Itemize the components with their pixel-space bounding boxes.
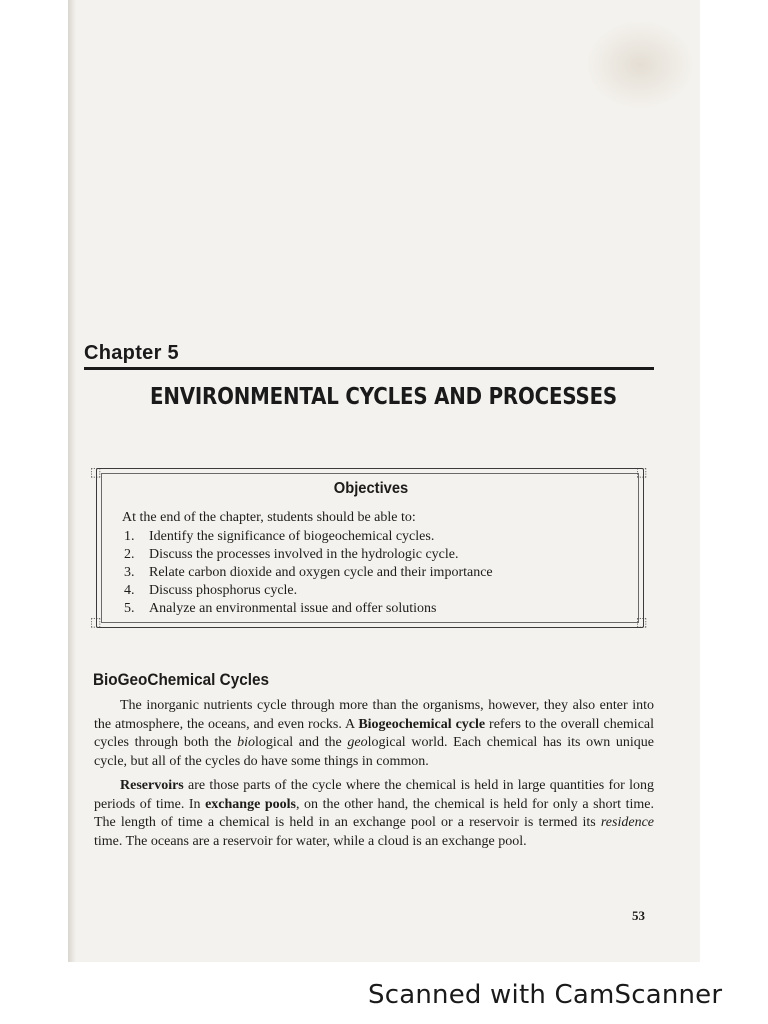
- paragraph-text: time. The oceans are a reservoir for water, while a cloud is an exchange pool.: [94, 833, 527, 849]
- objective-number: 2.: [124, 547, 135, 562]
- paragraph-reservoirs: [94, 777, 654, 851]
- paragraph-biogeochemical: [94, 697, 654, 771]
- paragraph-text: , on the other hand, the chemical is held for only a short time. The length of time a chemical is held in an exchange pool or a reservoir is termed its: [94, 796, 655, 830]
- objective-item: [124, 564, 493, 582]
- paragraph-text: logical world. Each chemical has its own unique cycle, but all of the cycles do have some things in common.: [94, 735, 654, 769]
- objective-text: Analyze an environmental issue and offer solutions: [149, 601, 437, 616]
- paragraph-text: The inorganic nutrients cycle through more than the organisms, however, they also enter into the atmosphere, the oceans, and even rocks. A: [94, 698, 654, 732]
- scanner-watermark: Scanned with CamScanner: [368, 980, 723, 1010]
- objective-number: 3.: [124, 565, 135, 580]
- page-edge-shadow: [68, 0, 76, 962]
- objective-text: Discuss phosphorus cycle.: [149, 583, 298, 598]
- paper-stain: [585, 20, 695, 110]
- objective-item: [124, 582, 493, 600]
- paragraph-text: are those parts of the cycle where the chemical is held in large quantities for long periods of time. In: [94, 778, 654, 812]
- objective-text: Relate carbon dioxide and oxygen cycle and their importance: [149, 565, 493, 580]
- objective-number: 1.: [124, 529, 135, 544]
- corner-ornament-icon: ⬚: [90, 615, 102, 629]
- objective-item: [124, 546, 493, 564]
- chapter-title: ENVIRONMENTAL CYCLES AND PROCESSES: [150, 384, 617, 410]
- objective-item: [124, 600, 493, 618]
- objective-number: 5.: [124, 601, 135, 616]
- section-heading: BioGeoChemical Cycles: [93, 670, 270, 689]
- objective-item: [124, 528, 493, 546]
- objectives-list: [124, 528, 493, 618]
- term-biogeochemical-cycle: Biogeochemical cycle: [358, 716, 486, 732]
- objectives-heading: Objectives: [333, 480, 409, 497]
- emphasis-residence: residence: [600, 815, 654, 830]
- objectives-intro: At the end of the chapter, students should be able to:: [122, 510, 416, 525]
- objective-text: Discuss the processes involved in the hydrologic cycle.: [149, 547, 459, 562]
- chapter-label: Chapter 5: [84, 342, 179, 364]
- objective-number: 4.: [124, 583, 135, 598]
- term-reservoirs: Reservoirs: [120, 778, 184, 793]
- objective-text: Identify the significance of biogeochemical cycles.: [149, 529, 435, 544]
- corner-ornament-icon: ⬚: [90, 465, 102, 479]
- emphasis-bio: bio: [237, 735, 256, 750]
- chapter-divider: [84, 367, 654, 370]
- paragraph-text: logical and the: [255, 735, 348, 750]
- paragraph-text: refers to the overall chemical cycles through both the: [94, 716, 655, 750]
- corner-ornament-icon: ⬚: [636, 615, 648, 629]
- corner-ornament-icon: ⬚: [636, 465, 648, 479]
- term-exchange-pools: exchange pools: [205, 796, 296, 812]
- page-number: 53: [632, 908, 645, 923]
- emphasis-geo: geo: [347, 735, 368, 750]
